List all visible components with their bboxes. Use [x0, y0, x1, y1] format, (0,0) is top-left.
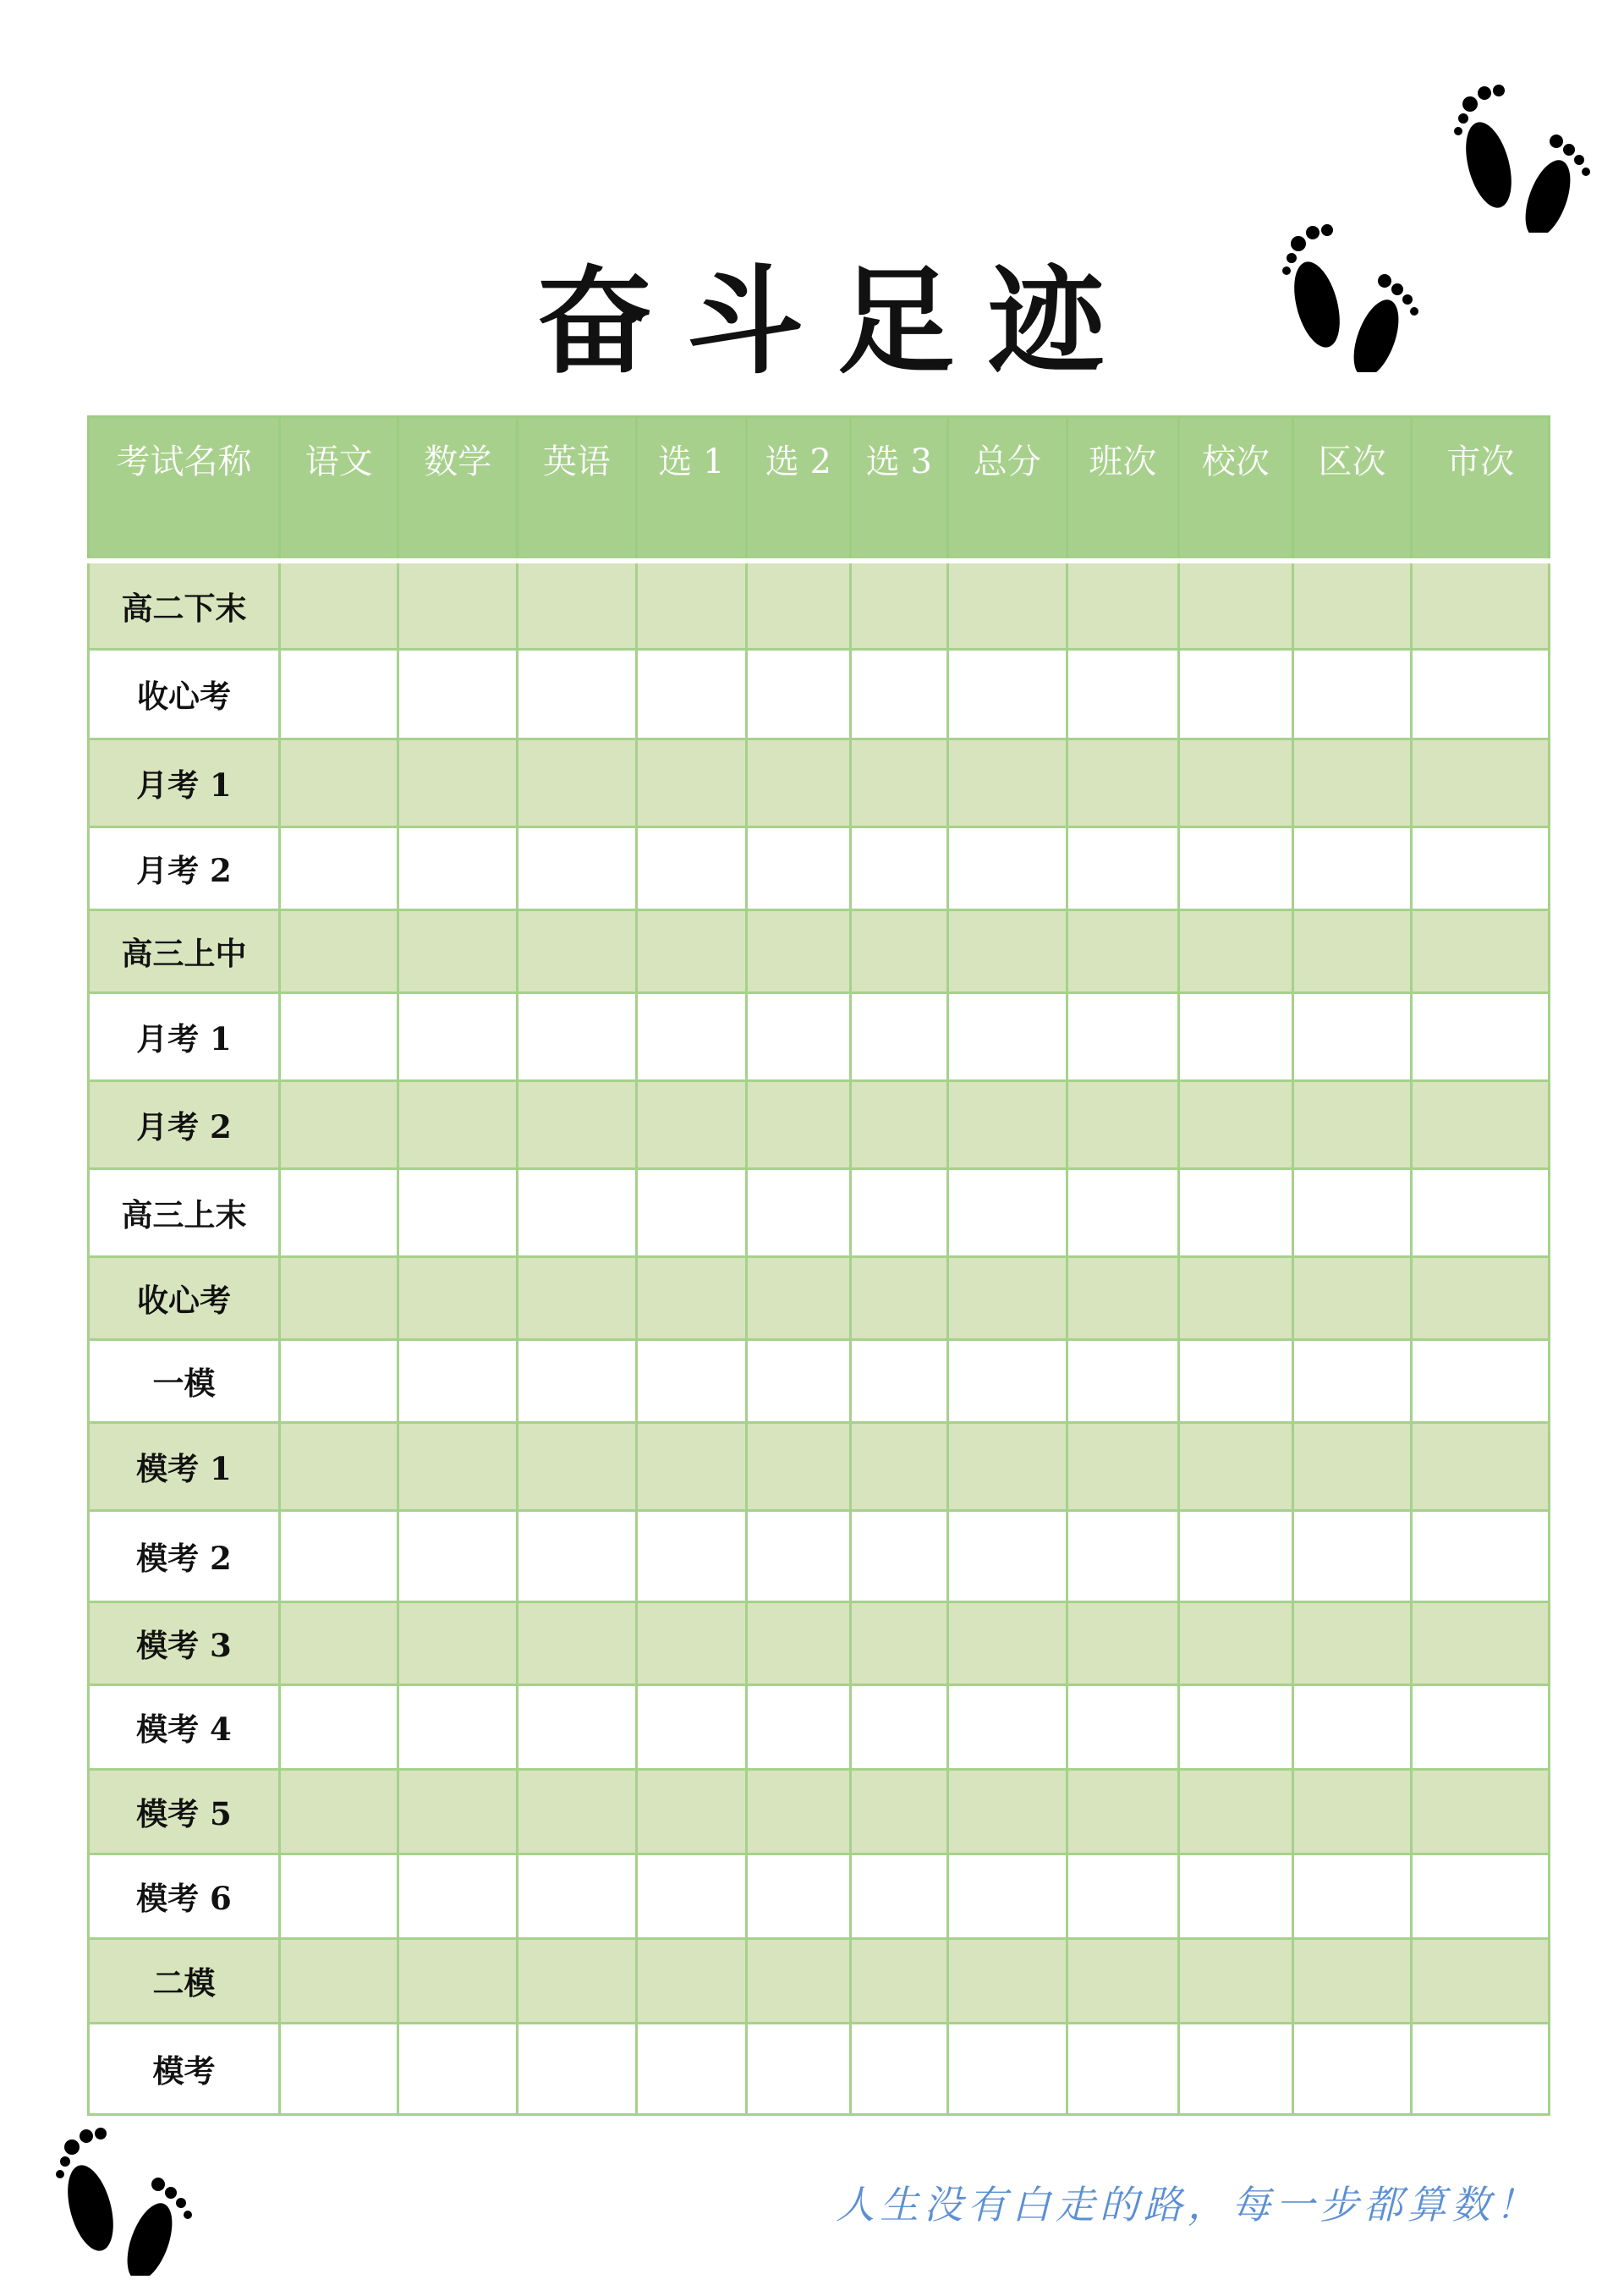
score-cell[interactable] — [948, 1769, 1067, 1854]
score-cell[interactable] — [1067, 1168, 1179, 1256]
score-cell[interactable] — [279, 649, 398, 739]
score-cell[interactable] — [1292, 827, 1412, 909]
score-cell[interactable] — [636, 561, 747, 649]
table-row — [89, 909, 1550, 992]
score-cell[interactable] — [398, 1080, 518, 1168]
score-cell[interactable] — [1179, 1422, 1293, 1510]
score-cell[interactable] — [948, 1684, 1067, 1769]
column-header: 语文 — [279, 417, 398, 562]
score-cell[interactable] — [850, 1601, 947, 1684]
score-cell[interactable] — [636, 1168, 747, 1256]
score-cell[interactable] — [398, 1769, 518, 1854]
score-cell[interactable] — [1067, 561, 1179, 649]
score-cell[interactable] — [398, 1601, 518, 1684]
exam-name-cell: 月考 1 — [89, 739, 280, 827]
column-header: 校次 — [1179, 417, 1293, 562]
score-cell[interactable] — [1292, 909, 1412, 992]
score-cell[interactable] — [1412, 2023, 1550, 2114]
score-cell[interactable] — [636, 649, 747, 739]
score-cell[interactable] — [1179, 1080, 1293, 1168]
exam-name-cell: 模考 2 — [89, 1510, 280, 1601]
score-cell[interactable] — [279, 1339, 398, 1422]
exam-name-cell: 高三上末 — [89, 1168, 280, 1256]
exam-name-cell: 月考 2 — [89, 1080, 280, 1168]
score-cell[interactable] — [636, 827, 747, 909]
table-row — [89, 1080, 1550, 1168]
score-cell[interactable] — [1179, 992, 1293, 1080]
score-cell[interactable] — [518, 1854, 637, 1938]
score-cell[interactable] — [1179, 649, 1293, 739]
header-row — [89, 417, 1550, 562]
score-cell[interactable] — [636, 1339, 747, 1422]
score-cell[interactable] — [518, 1510, 637, 1601]
score-table — [87, 415, 1550, 2116]
exam-name-cell: 模考 6 — [89, 1854, 280, 1938]
exam-name-cell: 二模 — [89, 1938, 280, 2023]
score-cell[interactable] — [1067, 1601, 1179, 1684]
table-row — [89, 1854, 1550, 1938]
score-cell[interactable] — [747, 2023, 850, 2114]
column-header: 市次 — [1412, 417, 1550, 562]
score-cell[interactable] — [1412, 909, 1550, 992]
score-cell[interactable] — [1292, 1080, 1412, 1168]
score-cell[interactable] — [279, 827, 398, 909]
score-cell[interactable] — [1067, 827, 1179, 909]
score-cell[interactable] — [279, 1080, 398, 1168]
table-row — [89, 1601, 1550, 1684]
score-cell[interactable] — [1179, 1769, 1293, 1854]
score-cell[interactable] — [398, 561, 518, 649]
score-cell[interactable] — [636, 1601, 747, 1684]
score-cell[interactable] — [948, 1854, 1067, 1938]
score-cell[interactable] — [747, 1339, 850, 1422]
score-cell[interactable] — [518, 1168, 637, 1256]
score-cell[interactable] — [1179, 561, 1293, 649]
score-cell[interactable] — [518, 1080, 637, 1168]
motto: 人生没有白走的路，每一步都算数！ — [836, 2182, 1539, 2227]
score-cell[interactable] — [1412, 1080, 1550, 1168]
score-cell[interactable] — [747, 1684, 850, 1769]
score-cell[interactable] — [850, 1080, 947, 1168]
score-cell[interactable] — [850, 2023, 947, 2114]
score-cell[interactable] — [948, 1256, 1067, 1339]
score-cell[interactable] — [747, 739, 850, 827]
score-cell[interactable] — [1179, 1854, 1293, 1938]
column-header: 区次 — [1292, 417, 1412, 562]
score-cell[interactable] — [398, 992, 518, 1080]
score-cell[interactable] — [1067, 1938, 1179, 2023]
score-cell[interactable] — [279, 1256, 398, 1339]
table-row — [89, 1339, 1550, 1422]
score-cell[interactable] — [850, 1422, 947, 1510]
score-cell[interactable] — [518, 2023, 637, 2114]
score-cell[interactable] — [1067, 1080, 1179, 1168]
score-cell[interactable] — [1412, 1938, 1550, 2023]
column-header: 选 3 — [850, 417, 947, 562]
footprints-icon — [38, 2115, 199, 2276]
score-cell[interactable] — [1292, 561, 1412, 649]
score-cell[interactable] — [636, 1080, 747, 1168]
table-row — [89, 2023, 1550, 2114]
exam-name-cell: 月考 2 — [89, 827, 280, 909]
score-cell[interactable] — [1292, 1601, 1412, 1684]
score-cell[interactable] — [850, 1684, 947, 1769]
footprints-icon — [1438, 72, 1599, 233]
column-header: 选 1 — [636, 417, 747, 562]
score-cell[interactable] — [948, 1938, 1067, 2023]
score-cell[interactable] — [1179, 1938, 1293, 2023]
score-cell[interactable] — [1067, 1684, 1179, 1769]
score-cell[interactable] — [948, 739, 1067, 827]
score-cell[interactable] — [398, 1510, 518, 1601]
score-cell[interactable] — [1292, 1938, 1412, 2023]
score-cell[interactable] — [1067, 2023, 1179, 2114]
score-cell[interactable] — [636, 1256, 747, 1339]
score-cell[interactable] — [279, 1769, 398, 1854]
score-cell[interactable] — [747, 1510, 850, 1601]
score-cell[interactable] — [636, 909, 747, 992]
score-cell[interactable] — [1412, 739, 1550, 827]
score-cell[interactable] — [747, 561, 850, 649]
score-cell[interactable] — [279, 1938, 398, 2023]
score-cell[interactable] — [1292, 1510, 1412, 1601]
score-cell[interactable] — [636, 739, 747, 827]
table-row — [89, 1422, 1550, 1510]
score-cell[interactable] — [636, 1684, 747, 1769]
score-cell[interactable] — [948, 561, 1067, 649]
score-cell[interactable] — [948, 2023, 1067, 2114]
score-cell[interactable] — [1412, 827, 1550, 909]
exam-name-cell: 收心考 — [89, 649, 280, 739]
score-cell[interactable] — [850, 1510, 947, 1601]
score-cell[interactable] — [850, 649, 947, 739]
score-cell[interactable] — [747, 992, 850, 1080]
score-cell[interactable] — [1412, 1339, 1550, 1422]
table-row — [89, 1256, 1550, 1339]
score-cell[interactable] — [1179, 1601, 1293, 1684]
table-row — [89, 827, 1550, 909]
score-cell[interactable] — [1412, 1769, 1550, 1854]
score-cell[interactable] — [1067, 1854, 1179, 1938]
score-cell[interactable] — [1292, 1769, 1412, 1854]
table-row — [89, 1938, 1550, 2023]
score-cell[interactable] — [948, 992, 1067, 1080]
score-cell[interactable] — [1292, 649, 1412, 739]
column-header: 选 2 — [747, 417, 850, 562]
score-cell[interactable] — [1179, 1168, 1293, 1256]
score-cell[interactable] — [518, 1601, 637, 1684]
exam-name-cell: 一模 — [89, 1339, 280, 1422]
score-cell[interactable] — [518, 1422, 637, 1510]
score-cell[interactable] — [279, 1854, 398, 1938]
exam-name-cell: 模考 5 — [89, 1769, 280, 1854]
score-cell[interactable] — [1179, 1339, 1293, 1422]
exam-name-cell: 模考 — [89, 2023, 280, 2114]
score-cell[interactable] — [1067, 1339, 1179, 1422]
exam-name-cell: 模考 4 — [89, 1684, 280, 1769]
score-cell[interactable] — [1292, 1684, 1412, 1769]
score-cell[interactable] — [747, 909, 850, 992]
score-cell[interactable] — [398, 909, 518, 992]
score-cell[interactable] — [1292, 992, 1412, 1080]
score-cell[interactable] — [398, 2023, 518, 2114]
score-cell[interactable] — [518, 561, 637, 649]
score-cell[interactable] — [1412, 1854, 1550, 1938]
exam-name-cell: 模考 3 — [89, 1601, 280, 1684]
score-cell[interactable] — [636, 1422, 747, 1510]
score-cell[interactable] — [518, 1256, 637, 1339]
score-cell[interactable] — [948, 1601, 1067, 1684]
score-cell[interactable] — [948, 1339, 1067, 1422]
score-cell[interactable] — [1067, 1510, 1179, 1601]
score-cell[interactable] — [398, 1339, 518, 1422]
score-cell[interactable] — [1412, 1422, 1550, 1510]
table-row — [89, 1684, 1550, 1769]
score-cell[interactable] — [1179, 2023, 1293, 2114]
score-cell[interactable] — [518, 1769, 637, 1854]
column-header: 班次 — [1067, 417, 1179, 562]
score-cell[interactable] — [747, 827, 850, 909]
score-cell[interactable] — [1067, 649, 1179, 739]
score-cell[interactable] — [518, 1339, 637, 1422]
score-cell[interactable] — [1292, 1339, 1412, 1422]
score-cell[interactable] — [850, 1168, 947, 1256]
score-cell[interactable] — [1412, 992, 1550, 1080]
score-cell[interactable] — [1179, 827, 1293, 909]
score-cell[interactable] — [279, 561, 398, 649]
score-cell[interactable] — [636, 1938, 747, 2023]
score-cell[interactable] — [518, 1938, 637, 2023]
table-row — [89, 1769, 1550, 1854]
score-cell[interactable] — [1067, 909, 1179, 992]
score-cell[interactable] — [1067, 739, 1179, 827]
score-cell[interactable] — [747, 1422, 850, 1510]
score-cell[interactable] — [518, 909, 637, 992]
score-cell[interactable] — [1179, 1684, 1293, 1769]
score-cell[interactable] — [1412, 1510, 1550, 1601]
score-cell[interactable] — [850, 992, 947, 1080]
score-cell[interactable] — [518, 992, 637, 1080]
score-cell[interactable] — [279, 992, 398, 1080]
score-cell[interactable] — [1067, 1769, 1179, 1854]
score-cell[interactable] — [279, 1510, 398, 1601]
score-cell[interactable] — [279, 2023, 398, 2114]
score-cell[interactable] — [850, 827, 947, 909]
score-cell[interactable] — [1067, 1256, 1179, 1339]
score-cell[interactable] — [636, 1769, 747, 1854]
score-cell[interactable] — [1067, 992, 1179, 1080]
table-row — [89, 739, 1550, 827]
score-cell[interactable] — [398, 1168, 518, 1256]
score-cell[interactable] — [398, 1938, 518, 2023]
score-cell[interactable] — [1292, 1168, 1412, 1256]
score-cell[interactable] — [398, 1854, 518, 1938]
score-cell[interactable] — [1179, 909, 1293, 992]
score-cell[interactable] — [850, 561, 947, 649]
score-cell[interactable] — [636, 1510, 747, 1601]
score-cell[interactable] — [279, 1168, 398, 1256]
score-cell[interactable] — [1412, 1256, 1550, 1339]
score-cell[interactable] — [279, 1684, 398, 1769]
score-cell[interactable] — [850, 1938, 947, 2023]
score-cell[interactable] — [1179, 739, 1293, 827]
score-cell[interactable] — [948, 649, 1067, 739]
score-cell[interactable] — [747, 1168, 850, 1256]
exam-name-cell: 高二下末 — [89, 561, 280, 649]
score-cell[interactable] — [1412, 1601, 1550, 1684]
table-row — [89, 1168, 1550, 1256]
score-cell[interactable] — [850, 1339, 947, 1422]
score-cell[interactable] — [518, 739, 637, 827]
score-cell[interactable] — [1412, 649, 1550, 739]
score-cell[interactable] — [948, 909, 1067, 992]
score-cell[interactable] — [279, 909, 398, 992]
score-cell[interactable] — [1292, 1854, 1412, 1938]
score-cell[interactable] — [1412, 561, 1550, 649]
exam-name-cell: 模考 1 — [89, 1422, 280, 1510]
score-cell[interactable] — [518, 649, 637, 739]
score-cell[interactable] — [747, 1769, 850, 1854]
score-cell[interactable] — [1179, 1256, 1293, 1339]
score-cell[interactable] — [747, 1854, 850, 1938]
score-cell[interactable] — [850, 739, 947, 827]
score-cell[interactable] — [398, 827, 518, 909]
score-cell[interactable] — [636, 1854, 747, 1938]
table-row — [89, 992, 1550, 1080]
column-header: 考试名称 — [89, 417, 280, 562]
exam-name-cell: 高三上中 — [89, 909, 280, 992]
score-cell[interactable] — [747, 1938, 850, 2023]
score-cell[interactable] — [398, 739, 518, 827]
score-cell[interactable] — [1179, 1510, 1293, 1601]
score-cell[interactable] — [279, 1601, 398, 1684]
score-cell[interactable] — [850, 1769, 947, 1854]
score-cell[interactable] — [279, 739, 398, 827]
score-cell[interactable] — [747, 1256, 850, 1339]
score-cell[interactable] — [518, 1684, 637, 1769]
score-cell[interactable] — [398, 1422, 518, 1510]
score-cell[interactable] — [1067, 1422, 1179, 1510]
score-cell[interactable] — [948, 1510, 1067, 1601]
column-header: 数学 — [398, 417, 518, 562]
score-cell[interactable] — [636, 992, 747, 1080]
score-cell[interactable] — [850, 1256, 947, 1339]
score-cell[interactable] — [1292, 1422, 1412, 1510]
page-title: 奋斗足迹 — [535, 252, 1138, 390]
score-cell[interactable] — [747, 1080, 850, 1168]
score-cell[interactable] — [1412, 1168, 1550, 1256]
column-header: 总分 — [948, 417, 1067, 562]
table-row — [89, 1510, 1550, 1601]
score-cell[interactable] — [398, 649, 518, 739]
table-row — [89, 649, 1550, 739]
score-cell[interactable] — [747, 1601, 850, 1684]
exam-name-cell: 月考 1 — [89, 992, 280, 1080]
score-cell[interactable] — [948, 1080, 1067, 1168]
score-cell[interactable] — [747, 649, 850, 739]
score-cell[interactable] — [636, 2023, 747, 2114]
score-cell[interactable] — [1292, 2023, 1412, 2114]
table-row — [89, 561, 1550, 649]
score-cell[interactable] — [850, 909, 947, 992]
score-cell[interactable] — [398, 1684, 518, 1769]
score-cell[interactable] — [948, 827, 1067, 909]
column-header: 英语 — [518, 417, 637, 562]
score-cell[interactable] — [850, 1854, 947, 1938]
score-cell[interactable] — [1292, 739, 1412, 827]
exam-name-cell: 收心考 — [89, 1256, 280, 1339]
score-cell[interactable] — [948, 1422, 1067, 1510]
score-cell[interactable] — [1412, 1684, 1550, 1769]
score-cell[interactable] — [948, 1168, 1067, 1256]
score-cell[interactable] — [518, 827, 637, 909]
score-cell[interactable] — [279, 1422, 398, 1510]
score-cell[interactable] — [1292, 1256, 1412, 1339]
score-cell[interactable] — [398, 1256, 518, 1339]
